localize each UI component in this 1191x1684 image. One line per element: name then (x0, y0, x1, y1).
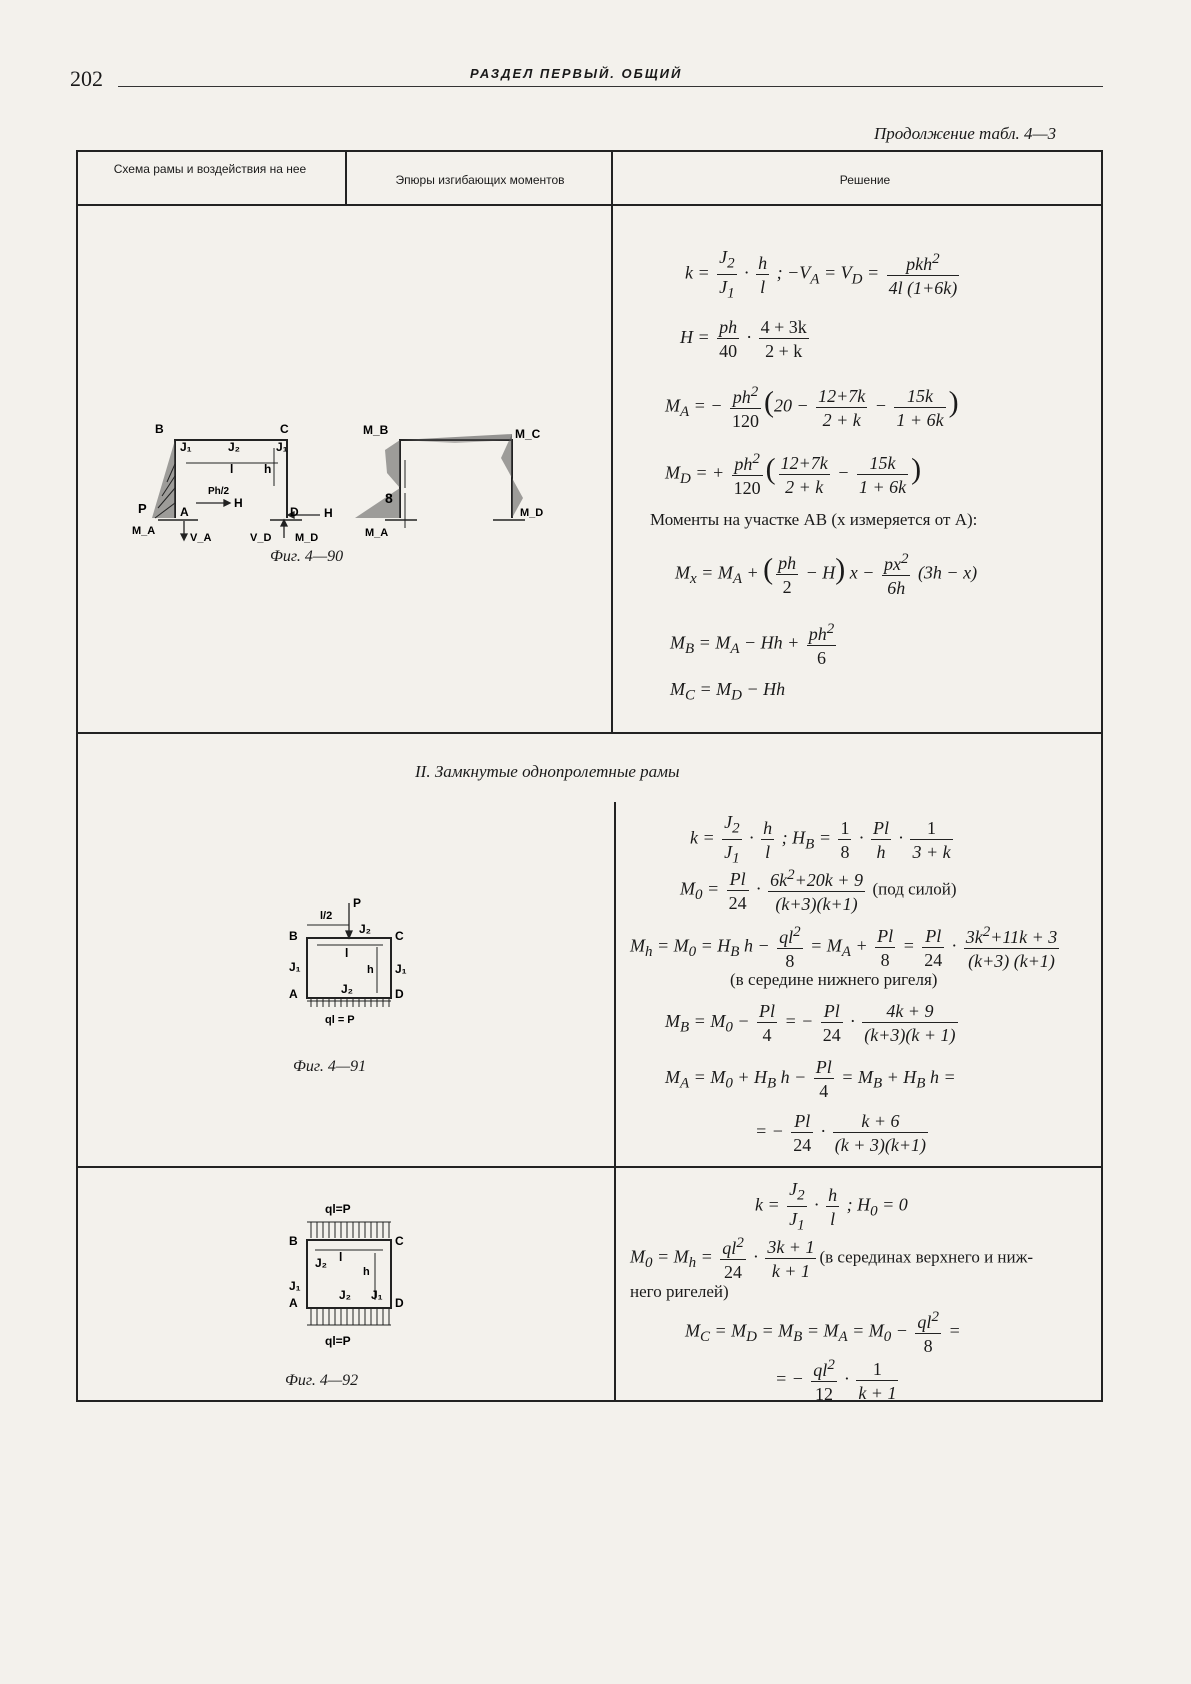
svg-text:J₁: J₁ (276, 440, 288, 454)
svg-text:J₁: J₁ (289, 1279, 301, 1293)
formula-h: H = $\frac{ph}{40}$ · $\frac{4 + 3k}{2 + k}$ (680, 317, 807, 361)
svg-text:J₁: J₁ (289, 960, 301, 974)
section-title: II. Замкнутые однопролетные рамы (415, 762, 680, 781)
row-rule-1 (76, 732, 1103, 734)
frame-scheme-fig91 (275, 895, 415, 1035)
svg-text:C: C (395, 1234, 404, 1248)
header-row-rule (76, 204, 1103, 206)
page-number: 202 (70, 66, 103, 91)
svg-text:M_B: M_B (363, 423, 389, 437)
col-rule-c (614, 802, 616, 1402)
figure-caption-fig91: Фиг. 4—91 (293, 1058, 367, 1075)
svg-text:J₂: J₂ (359, 922, 372, 936)
svg-text:H: H (234, 496, 243, 510)
svg-text:ql = P: ql = P (325, 1014, 355, 1026)
svg-text:C: C (280, 422, 289, 436)
formula-corners-result: = − $\frac{ql^2}{12}$ · $\frac{1}{k + 1}$ (775, 1357, 897, 1404)
svg-text:l: l (339, 1250, 343, 1264)
svg-text:V_D: V_D (250, 532, 272, 543)
svg-text:A: A (289, 987, 298, 1001)
svg-text:h: h (264, 462, 272, 476)
col-header-solution: Решение (839, 173, 891, 187)
svg-text:A: A (289, 1296, 298, 1310)
svg-text:h: h (367, 964, 374, 976)
formula-ma-closed-result: = − $\frac{Pl}{24}$ · $\frac{k + 6}{(k + 3)(k+1)}$ (755, 1111, 927, 1155)
svg-text:H: H (324, 506, 333, 520)
formula-mb-closed: $M_B = M_0$ − $\frac{Pl}{4}$ = − $\frac{Pl}{24}$ · $\frac{4k + 9}{(k+3)(k + 1)}$ (665, 1001, 956, 1045)
svg-text:C: C (395, 929, 404, 943)
note-girders-tail: него ригелей) (630, 1282, 729, 1301)
table-continuation: Продолжение табл. 4—3 (874, 124, 1057, 143)
svg-text:J₁: J₁ (180, 440, 192, 454)
formula-mx: $M_x = M_A$ + ( $\frac{ph}{2}$ − H) x − $\frac{px^2}{6h}$ (3h − x) (675, 551, 978, 598)
svg-text:M_C: M_C (515, 427, 541, 441)
svg-text:D: D (290, 505, 299, 519)
svg-text:l: l (345, 946, 349, 960)
formula-k-hb: k = $\frac{J_2}{J_1}$ · $\frac{h}{l}$ ; $H_B$ = $\frac{1}{8}$ · $\frac{Pl}{h}$ · $\frac{1}{3 + k}$ (690, 812, 951, 867)
frame-scheme-fig92 (275, 1195, 415, 1350)
svg-text:l: l (230, 462, 234, 476)
col-rule-a (345, 150, 347, 204)
formula-md: $M_D$ = + $\frac{ph^2}{120}$ ( $\frac{12+7k}{2 + k}$ − $\frac{15k}{1 + 6k}$ ) (665, 451, 922, 498)
figure-caption-fig92: Фиг. 4—92 (285, 1372, 359, 1389)
svg-text:J₂: J₂ (341, 982, 354, 996)
svg-text:D: D (395, 987, 404, 1001)
formula-ma-closed: $M_A = M_0 + H_B$ h − $\frac{Pl}{4}$ = $M_B + H_B$ h = (665, 1057, 956, 1101)
svg-text:J₂: J₂ (339, 1288, 352, 1302)
svg-text:h: h (363, 1266, 370, 1278)
running-title: РАЗДЕЛ ПЕРВЫЙ. ОБЩИЙ (470, 66, 683, 81)
svg-text:ql=P: ql=P (325, 1334, 351, 1348)
svg-text:J₁: J₁ (395, 962, 407, 976)
col-rule-b (611, 150, 613, 732)
svg-text:J₁: J₁ (371, 1288, 383, 1302)
figure-caption-fig90: Фиг. 4—90 (270, 548, 344, 565)
formula-ma: $M_A$ = − $\frac{ph^2}{120}$ (20 − $\frac{12+7k}{2 + k}$ − $\frac{15k}{1 + 6k}$ ) (665, 384, 959, 431)
svg-text:A: A (180, 505, 189, 519)
formula-mh: $M_h = M_0 = H_B$ h − $\frac{ql^2}{8}$ = $M_A$ + $\frac{Pl}{8}$ = $\frac{Pl}{24}$ · $\frac{3k^2+11k + 3}{(k+3) (k+1)}$ (630, 924, 1058, 971)
note-under-force: (под силой) (872, 879, 957, 899)
formula-k-va-vd: k = $\frac{J_2}{J_1}$ · $\frac{h}{l}$ ; $-V_A = V_D$ = $\frac{pkh^2}{4l (1+6k)}$ (685, 247, 958, 302)
header-rule (118, 86, 1103, 87)
svg-text:P: P (138, 501, 147, 516)
formula-k-h0: k = $\frac{J_2}{J_1}$ · $\frac{h}{l}$ ; $H_0 = 0$ (755, 1179, 908, 1234)
formula-m0: $M_0$ = $\frac{Pl}{24}$ · $\frac{6k^2+20k + 9}{(k+3)(k+1)}$ (под силой) (680, 867, 957, 914)
formula-corners: $M_C = M_D = M_B = M_A = M_0$ − $\frac{ql^2}{8}$ = (685, 1309, 961, 1356)
svg-text:B: B (289, 1234, 298, 1248)
svg-text:M_D: M_D (295, 532, 319, 543)
formula-m0-mh: $M_0 = M_h$ = $\frac{ql^2}{24}$ · $\frac{3k + 1}{k + 1}$ (в серединах верхнего и ниж- (630, 1235, 1034, 1282)
col-header-diagrams: Эпюры изгибающих моментов (395, 173, 565, 187)
formula-mc: $M_C = M_D - Hh$ (670, 679, 786, 704)
svg-text:D: D (395, 1296, 404, 1310)
note-girders-mid: (в серединах верхнего и ниж- (819, 1247, 1034, 1267)
svg-text:M_A: M_A (365, 527, 389, 538)
svg-text:8: 8 (385, 490, 393, 506)
svg-text:J₂: J₂ (315, 1256, 328, 1270)
moments-note: Моменты на участке AB (x измеряется от A): (650, 510, 978, 529)
svg-text:Ph/2: Ph/2 (208, 486, 230, 497)
row-rule-2 (76, 1166, 1103, 1168)
formula-mb: $M_B = M_A - Hh$ + $\frac{ph^2}{6}$ (670, 621, 835, 668)
moment-diagram-fig90 (355, 418, 555, 538)
svg-text:J₂: J₂ (228, 440, 241, 454)
svg-text:B: B (155, 422, 164, 436)
note-lower-girder: (в середине нижнего ригеля) (730, 970, 938, 989)
col-header-scheme: Схема рамы и воздействия на нее (113, 162, 307, 176)
svg-text:ql=P: ql=P (325, 1202, 351, 1216)
svg-text:M_D: M_D (520, 507, 544, 519)
svg-text:l/2: l/2 (320, 910, 333, 922)
svg-text:V_A: V_A (190, 532, 212, 543)
svg-text:M_A: M_A (132, 525, 156, 537)
svg-text:B: B (289, 929, 298, 943)
svg-text:P: P (353, 896, 362, 910)
